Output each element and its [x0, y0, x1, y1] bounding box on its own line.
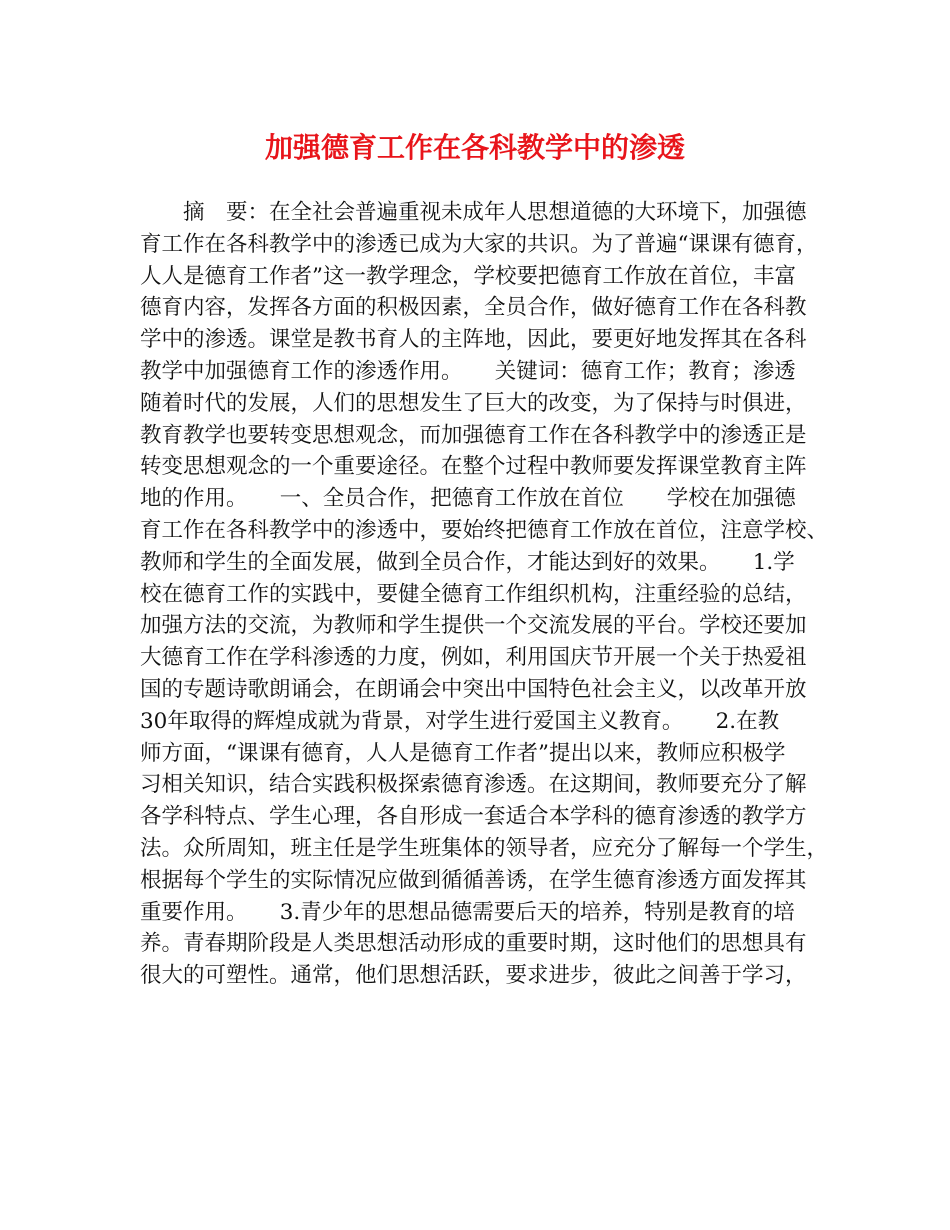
body-line: 各学科特点、学生心理，各自形成一套适合本学科的德育渗透的教学方	[140, 804, 807, 830]
body-line: 人人是德育工作者”这一教学理念，学校要把德育工作放在首位，丰富	[140, 263, 796, 289]
body-line: 随着时代的发展，人们的思想发生了巨大的改变，为了保持与时俱进，	[140, 390, 807, 416]
body-line: 校在德育工作的实践中，要健全德育工作组织机构，注重经验的总结，	[140, 581, 807, 607]
body-line: 育工作在各科教学中的渗透已成为大家的共识。为了普遍“课课有德育，	[140, 231, 818, 257]
body-line: 加强方法的交流，为教师和学生提供一个交流发展的平台。学校还要加	[140, 613, 807, 639]
body-line: 教师和学生的全面发展，做到全员合作，才能达到好的效果。 1.学	[140, 549, 795, 575]
body-line: 养。青春期阶段是人类思想活动形成的重要时期，这时他们的思想具有	[140, 931, 807, 957]
body-line: 重要作用。 3.青少年的思想品德需要后天的培养，特别是教育的培	[140, 899, 795, 925]
body-line: 习相关知识，结合实践积极探索德育渗透。在这期间，教师要充分了解	[140, 772, 807, 798]
body-line: 30年取得的辉煌成就为背景，对学生进行爱国主义教育。 2.在教	[140, 708, 780, 734]
document-title: 加强德育工作在各科教学中的渗透	[264, 131, 685, 164]
body-line: 教学中加强德育工作的渗透作用。 关键词：德育工作；教育；渗透	[140, 358, 796, 384]
body-line: 根据每个学生的实际情况应做到循循善诱，在学生德育渗透方面发挥其	[140, 867, 807, 893]
body-line: 很大的可塑性。通常，他们思想活跃，要求进步，彼此之间善于学习，	[140, 963, 807, 989]
body-line: 大德育工作在学科渗透的力度，例如，利用国庆节开展一个关于热爱祖	[140, 645, 807, 671]
body-line: 法。众所周知，班主任是学生班集体的领导者，应充分了解每一个学生，	[140, 835, 829, 861]
body-line: 摘 要：在全社会普遍重视未成年人思想道德的大环境下，加强德	[140, 200, 807, 225]
body-line: 转变思想观念的一个重要途径。在整个过程中教师要发挥课堂教育主阵	[140, 454, 807, 480]
body-line: 国的专题诗歌朗诵会，在朗诵会中突出中国特色社会主义，以改革开放	[140, 676, 807, 702]
body-line: 育工作在各科教学中的渗透中，要始终把德育工作放在首位，注意学校、	[140, 517, 829, 543]
body-line: 学中的渗透。课堂是教书育人的主阵地，因此，要更好地发挥其在各科	[140, 327, 807, 353]
body-line: 德育内容，发挥各方面的积极因素，全员合作，做好德育工作在各科教	[140, 295, 807, 321]
document-body	[140, 197, 830, 992]
body-line: 教育教学也要转变思想观念，而加强德育工作在各科教学中的渗透正是	[140, 422, 807, 448]
body-line: 师方面，“课课有德育，人人是德育工作者”提出以来，教师应积极学	[140, 740, 786, 766]
body-line: 地的作用。 一、全员合作，把德育工作放在首位 学校在加强德	[140, 486, 796, 512]
